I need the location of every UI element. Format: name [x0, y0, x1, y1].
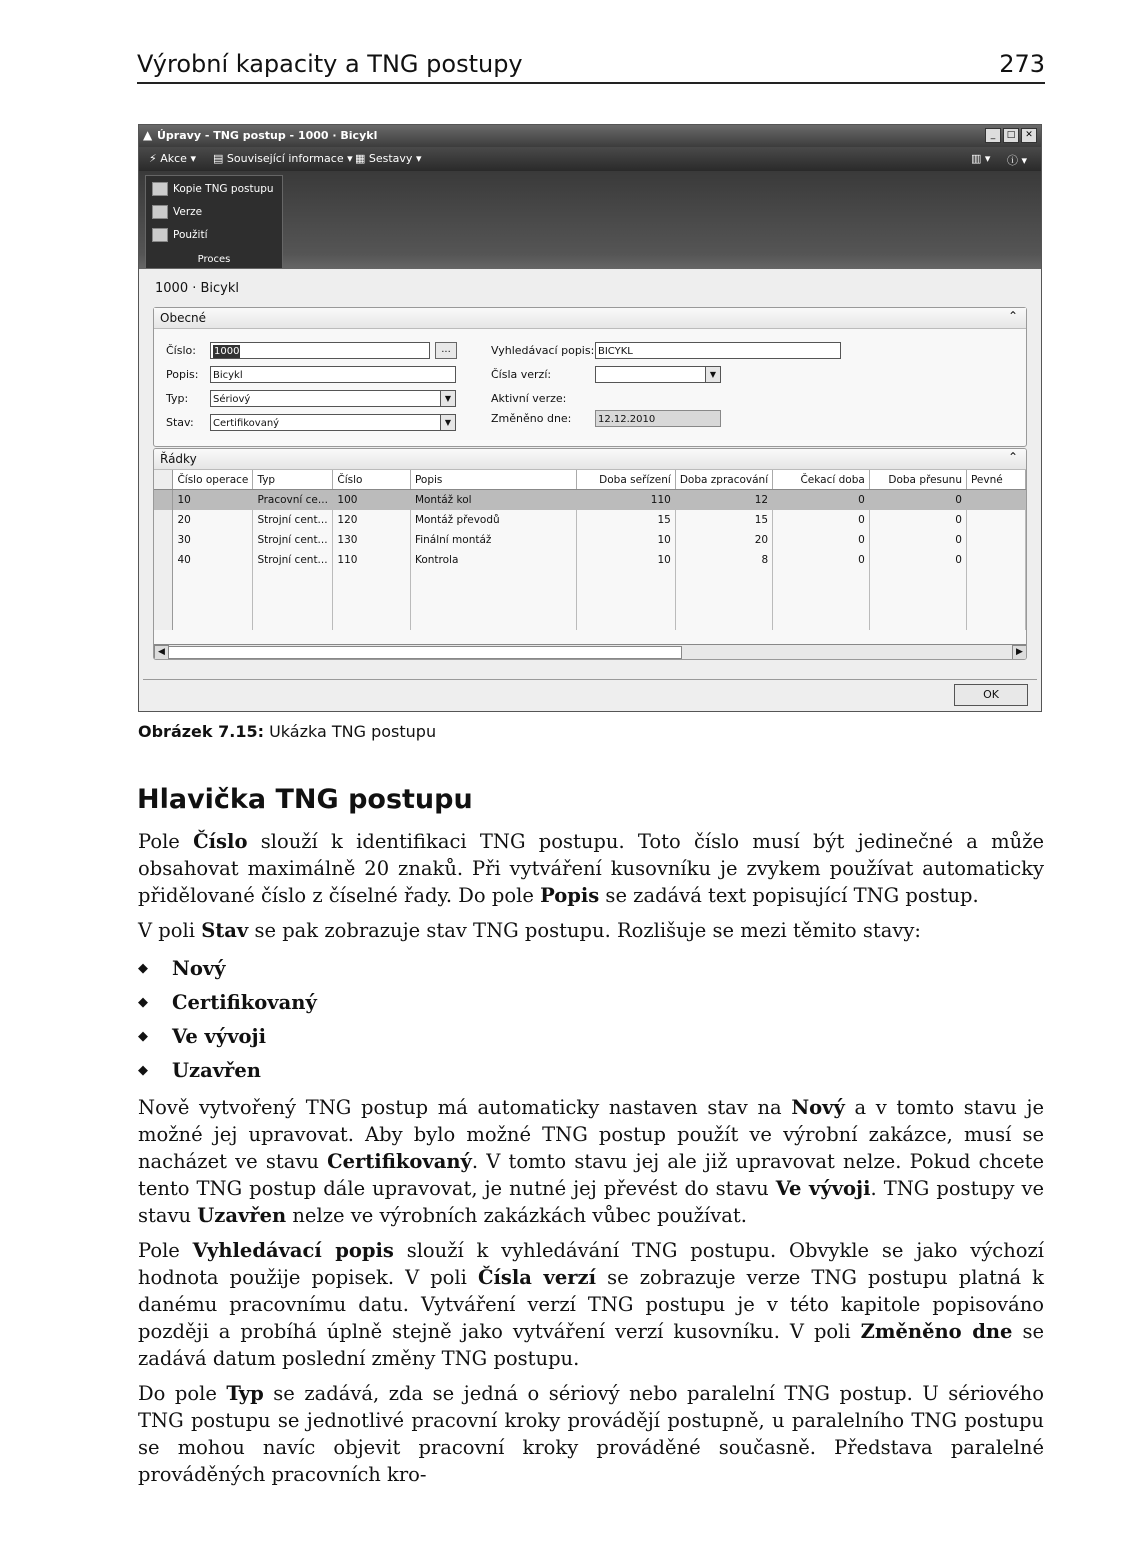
zmeneno-label: Změněno dne: — [491, 412, 572, 425]
help-icon[interactable]: ⓘ ▾ — [1007, 154, 1028, 167]
running-title: Výrobní kapacity a TNG postupy — [137, 50, 523, 78]
menu-souvisejici-label: Související informace — [226, 152, 344, 165]
window-titlebar — [139, 125, 1041, 147]
ribbon-group-proces — [145, 175, 283, 269]
collapse-icon[interactable]: ⌃ — [1007, 450, 1018, 464]
cell: 110 — [333, 550, 411, 570]
ribbon-group-label: Proces — [197, 254, 231, 265]
paragraph: V poli Stav se pak zobrazuje stav TNG postupu. Rozlišuje se mezi těmito stavy: — [138, 919, 921, 942]
body-text — [138, 828, 1044, 1496]
caption-label: Obrázek 7.15: — [138, 722, 264, 741]
cell: Montáž kol — [410, 490, 576, 511]
col-header[interactable]: Doba zpracování — [675, 470, 772, 490]
section-heading: Hlavička TNG postupu — [137, 784, 473, 815]
paragraph: Nově vytvořený TNG postup má automaticky nastaven stav na Nový a v tomto stavu je možné jej upravovat. Aby bylo možné TNG postup použít ve výrobní zakázce, musí se nacházet ve stavu Certifikovaný. V tomto stavu jej ale již upravovat nelze. Pokud chcete tento TNG postup dále upravovat, je nutné jej převést do stavu Ve vývoji. TNG postupy ve stavu Uzavřen nelze ve výrobních zakázkách vůbec používat. — [138, 1096, 1045, 1227]
fasttab-lines — [153, 448, 1027, 660]
vyhled-input[interactable]: BICYKL — [595, 342, 841, 359]
col-header[interactable]: Číslo — [333, 470, 411, 490]
cell: 12 — [675, 490, 772, 511]
col-header[interactable]: Doba seřízení — [576, 470, 675, 490]
cell — [966, 530, 1025, 550]
ribbon-kopie-label: Kopie TNG postupu — [173, 183, 274, 195]
scroll-right-icon[interactable]: ▶ — [1012, 645, 1027, 660]
stav-value: Certifikovaný — [213, 418, 280, 429]
ok-button[interactable]: OK — [954, 684, 1028, 706]
lines-grid — [154, 470, 1026, 630]
list-item: ◆ Certifikovaný — [138, 986, 1044, 1020]
cell: 10 — [173, 490, 253, 511]
record-title: 1000 · Bicykl — [155, 281, 239, 296]
row-selector[interactable] — [154, 550, 173, 570]
col-header[interactable]: Číslo operace — [173, 470, 253, 490]
col-header[interactable]: Čekací doba — [773, 470, 870, 490]
ribbon-verze[interactable] — [152, 205, 202, 219]
row-selector-header — [154, 470, 173, 490]
bullet-icon: ◆ — [138, 995, 148, 1010]
cell: Strojní cent... — [253, 550, 333, 570]
copy-icon — [152, 182, 168, 196]
cell — [966, 510, 1025, 530]
usage-icon — [152, 228, 168, 242]
menubar — [139, 147, 1041, 171]
aktivni-verze-label: Aktivní verze: — [491, 392, 567, 405]
col-header[interactable]: Typ — [253, 470, 333, 490]
cell: Finální montáž — [410, 530, 576, 550]
fasttab-general — [153, 307, 1027, 447]
row-selector[interactable] — [154, 490, 173, 511]
fasttab-general-label: Obecné — [160, 311, 207, 325]
menu-akce[interactable]: ⚡ Akce ▾ — [149, 152, 196, 165]
cell — [966, 550, 1025, 570]
table-row[interactable] — [154, 550, 1026, 570]
col-header[interactable]: Doba přesunu — [869, 470, 966, 490]
scroll-thumb[interactable] — [168, 646, 682, 659]
cell: 110 — [576, 490, 675, 511]
list-item: ◆ Uzavřen — [138, 1054, 1044, 1088]
ribbon-verze-label: Verze — [173, 206, 203, 218]
minimize-icon[interactable]: _ — [985, 128, 1001, 143]
bullet-icon: ◆ — [138, 1063, 148, 1078]
vyhled-label: Vyhledávací popis: — [491, 344, 595, 357]
cell: 0 — [773, 510, 870, 530]
cell: 0 — [773, 550, 870, 570]
cislo-label: Číslo: — [166, 344, 196, 357]
fasttab-lines-header[interactable] — [154, 449, 1026, 470]
menu-sestavy-label: Sestavy — [368, 152, 413, 165]
table-row-empty[interactable] — [154, 570, 1026, 590]
screenshot-window — [138, 124, 1042, 712]
cislo-input[interactable] — [210, 342, 430, 359]
dropdown-arrow-icon[interactable]: ▼ — [440, 391, 455, 406]
layout-icon[interactable]: ▥ ▾ — [971, 152, 991, 165]
window-title: Úpravy - TNG postup - 1000 · Bicykl — [157, 129, 378, 142]
dropdown-arrow-icon[interactable]: ▼ — [705, 367, 720, 382]
close-icon[interactable]: ✕ — [1021, 128, 1037, 143]
zmeneno-value: 12.12.2010 — [595, 410, 721, 427]
row-selector[interactable] — [154, 530, 173, 550]
cell: 20 — [173, 510, 253, 530]
ribbon-pouziti-label: Použití — [173, 229, 208, 241]
menu-sestavy[interactable]: ▦ Sestavy ▾ — [355, 152, 422, 165]
cell: 0 — [869, 530, 966, 550]
col-header[interactable]: Pevné — [966, 470, 1025, 490]
app-icon: ▲ — [143, 128, 153, 142]
page-number: 273 — [999, 50, 1045, 78]
typ-select[interactable] — [210, 390, 456, 407]
cell — [966, 490, 1025, 511]
paragraph: Pole Číslo slouží k identifikaci TNG postupu. Toto číslo musí být jedinečné a může obsahovat maximálně 20 znaků. Při vytváření kusovníku je zvykem používat automaticky přidělované číslo z číselné řady. Do pole Popis se zadává text popisující TNG postup. — [138, 830, 1045, 907]
cell: 8 — [675, 550, 772, 570]
cell: 15 — [675, 510, 772, 530]
typ-label: Typ: — [166, 392, 189, 405]
table-row[interactable] — [154, 510, 1026, 530]
menu-akce-label: Akce — [160, 152, 187, 165]
menu-souvisejici[interactable]: ▤ Související informace ▾ — [213, 152, 353, 165]
cell: 0 — [869, 510, 966, 530]
ribbon — [139, 171, 1041, 269]
cell: 40 — [173, 550, 253, 570]
stav-label: Stav: — [166, 416, 194, 429]
horizontal-scrollbar[interactable] — [154, 644, 1027, 659]
cell: 30 — [173, 530, 253, 550]
typ-value: Sériový — [213, 394, 251, 405]
fasttab-general-header[interactable] — [154, 308, 1026, 329]
cell: 0 — [773, 490, 870, 511]
ribbon-kopie[interactable] — [152, 182, 274, 196]
table-row[interactable] — [154, 490, 1026, 511]
cell: 0 — [773, 530, 870, 550]
row-selector[interactable] — [154, 510, 173, 530]
cell: 120 — [333, 510, 411, 530]
cell: 130 — [333, 530, 411, 550]
lookup-button[interactable]: ... — [435, 342, 457, 359]
bullet-icon: ◆ — [138, 1029, 148, 1044]
cell: 100 — [333, 490, 411, 511]
table-row-empty[interactable] — [154, 590, 1026, 610]
status-list — [138, 952, 1044, 1088]
table-row[interactable] — [154, 530, 1026, 550]
row-selector[interactable] — [154, 610, 173, 630]
stav-select[interactable] — [210, 414, 456, 431]
ribbon-pouziti[interactable] — [152, 228, 208, 242]
collapse-icon[interactable]: ⌃ — [1007, 309, 1018, 323]
cell: 0 — [869, 490, 966, 511]
cisla-verzi-select[interactable] — [595, 366, 721, 383]
cell: Strojní cent... — [253, 530, 333, 550]
cell: 0 — [869, 550, 966, 570]
cell: 20 — [675, 530, 772, 550]
list-item: ◆ Ve vývoji — [138, 1020, 1044, 1054]
versions-icon — [152, 205, 168, 219]
scroll-left-icon[interactable]: ◀ — [154, 645, 169, 660]
grid-header-row — [154, 470, 1026, 490]
paragraph: Pole Vyhledávací popis slouží k vyhledávání TNG postupu. Obvykle se jako výchozí hodnota použije popisek. V poli Čísla verzí se zobrazuje verze TNG postupu platná k danému pracovnímu datu. Vytváření verzí TNG postupu je v této kapitole popisováno později a probíhá úplně stejně jako vytváření verzí kusovníku. V poli Změněno dne se zadává datum poslední změny TNG postupu. — [138, 1239, 1044, 1370]
popis-label: Popis: — [166, 368, 199, 381]
cell: Strojní cent... — [253, 510, 333, 530]
cisla-verzi-label: Čísla verzí: — [491, 368, 552, 381]
col-header[interactable]: Popis — [410, 470, 576, 490]
page-header — [137, 50, 1045, 84]
cell: 10 — [576, 530, 675, 550]
row-selector[interactable] — [154, 570, 173, 590]
row-selector[interactable] — [154, 590, 173, 610]
caption-text: Ukázka TNG postupu — [269, 722, 437, 741]
table-row-empty[interactable] — [154, 610, 1026, 630]
bullet-icon: ◆ — [138, 961, 148, 976]
window-controls — [985, 128, 1037, 143]
cell: Pracovní ce... — [253, 490, 333, 511]
cislo-value: 1000 — [214, 346, 240, 357]
dropdown-arrow-icon[interactable]: ▼ — [440, 415, 455, 430]
maximize-icon[interactable]: □ — [1003, 128, 1019, 143]
popis-input[interactable]: Bicykl — [210, 366, 456, 383]
paragraph: Do pole Typ se zadává, zda se jedná o sériový nebo paralelní TNG postup. U sériového TNG postupu se jednotlivé pracovní kroky provádějí postupně, u paralelního TNG postupu se mohou navíc objevit pracovní kroky prováděné současně. Představa paralelné prováděných pracovních kro- — [138, 1382, 1044, 1486]
list-item: ◆ Nový — [138, 952, 1044, 986]
fasttab-lines-label: Řádky — [160, 452, 197, 466]
cell: Kontrola — [410, 550, 576, 570]
cell: 15 — [576, 510, 675, 530]
divider — [143, 679, 1037, 680]
figure-caption — [138, 722, 436, 741]
cell: 10 — [576, 550, 675, 570]
cell: Montáž převodů — [410, 510, 576, 530]
